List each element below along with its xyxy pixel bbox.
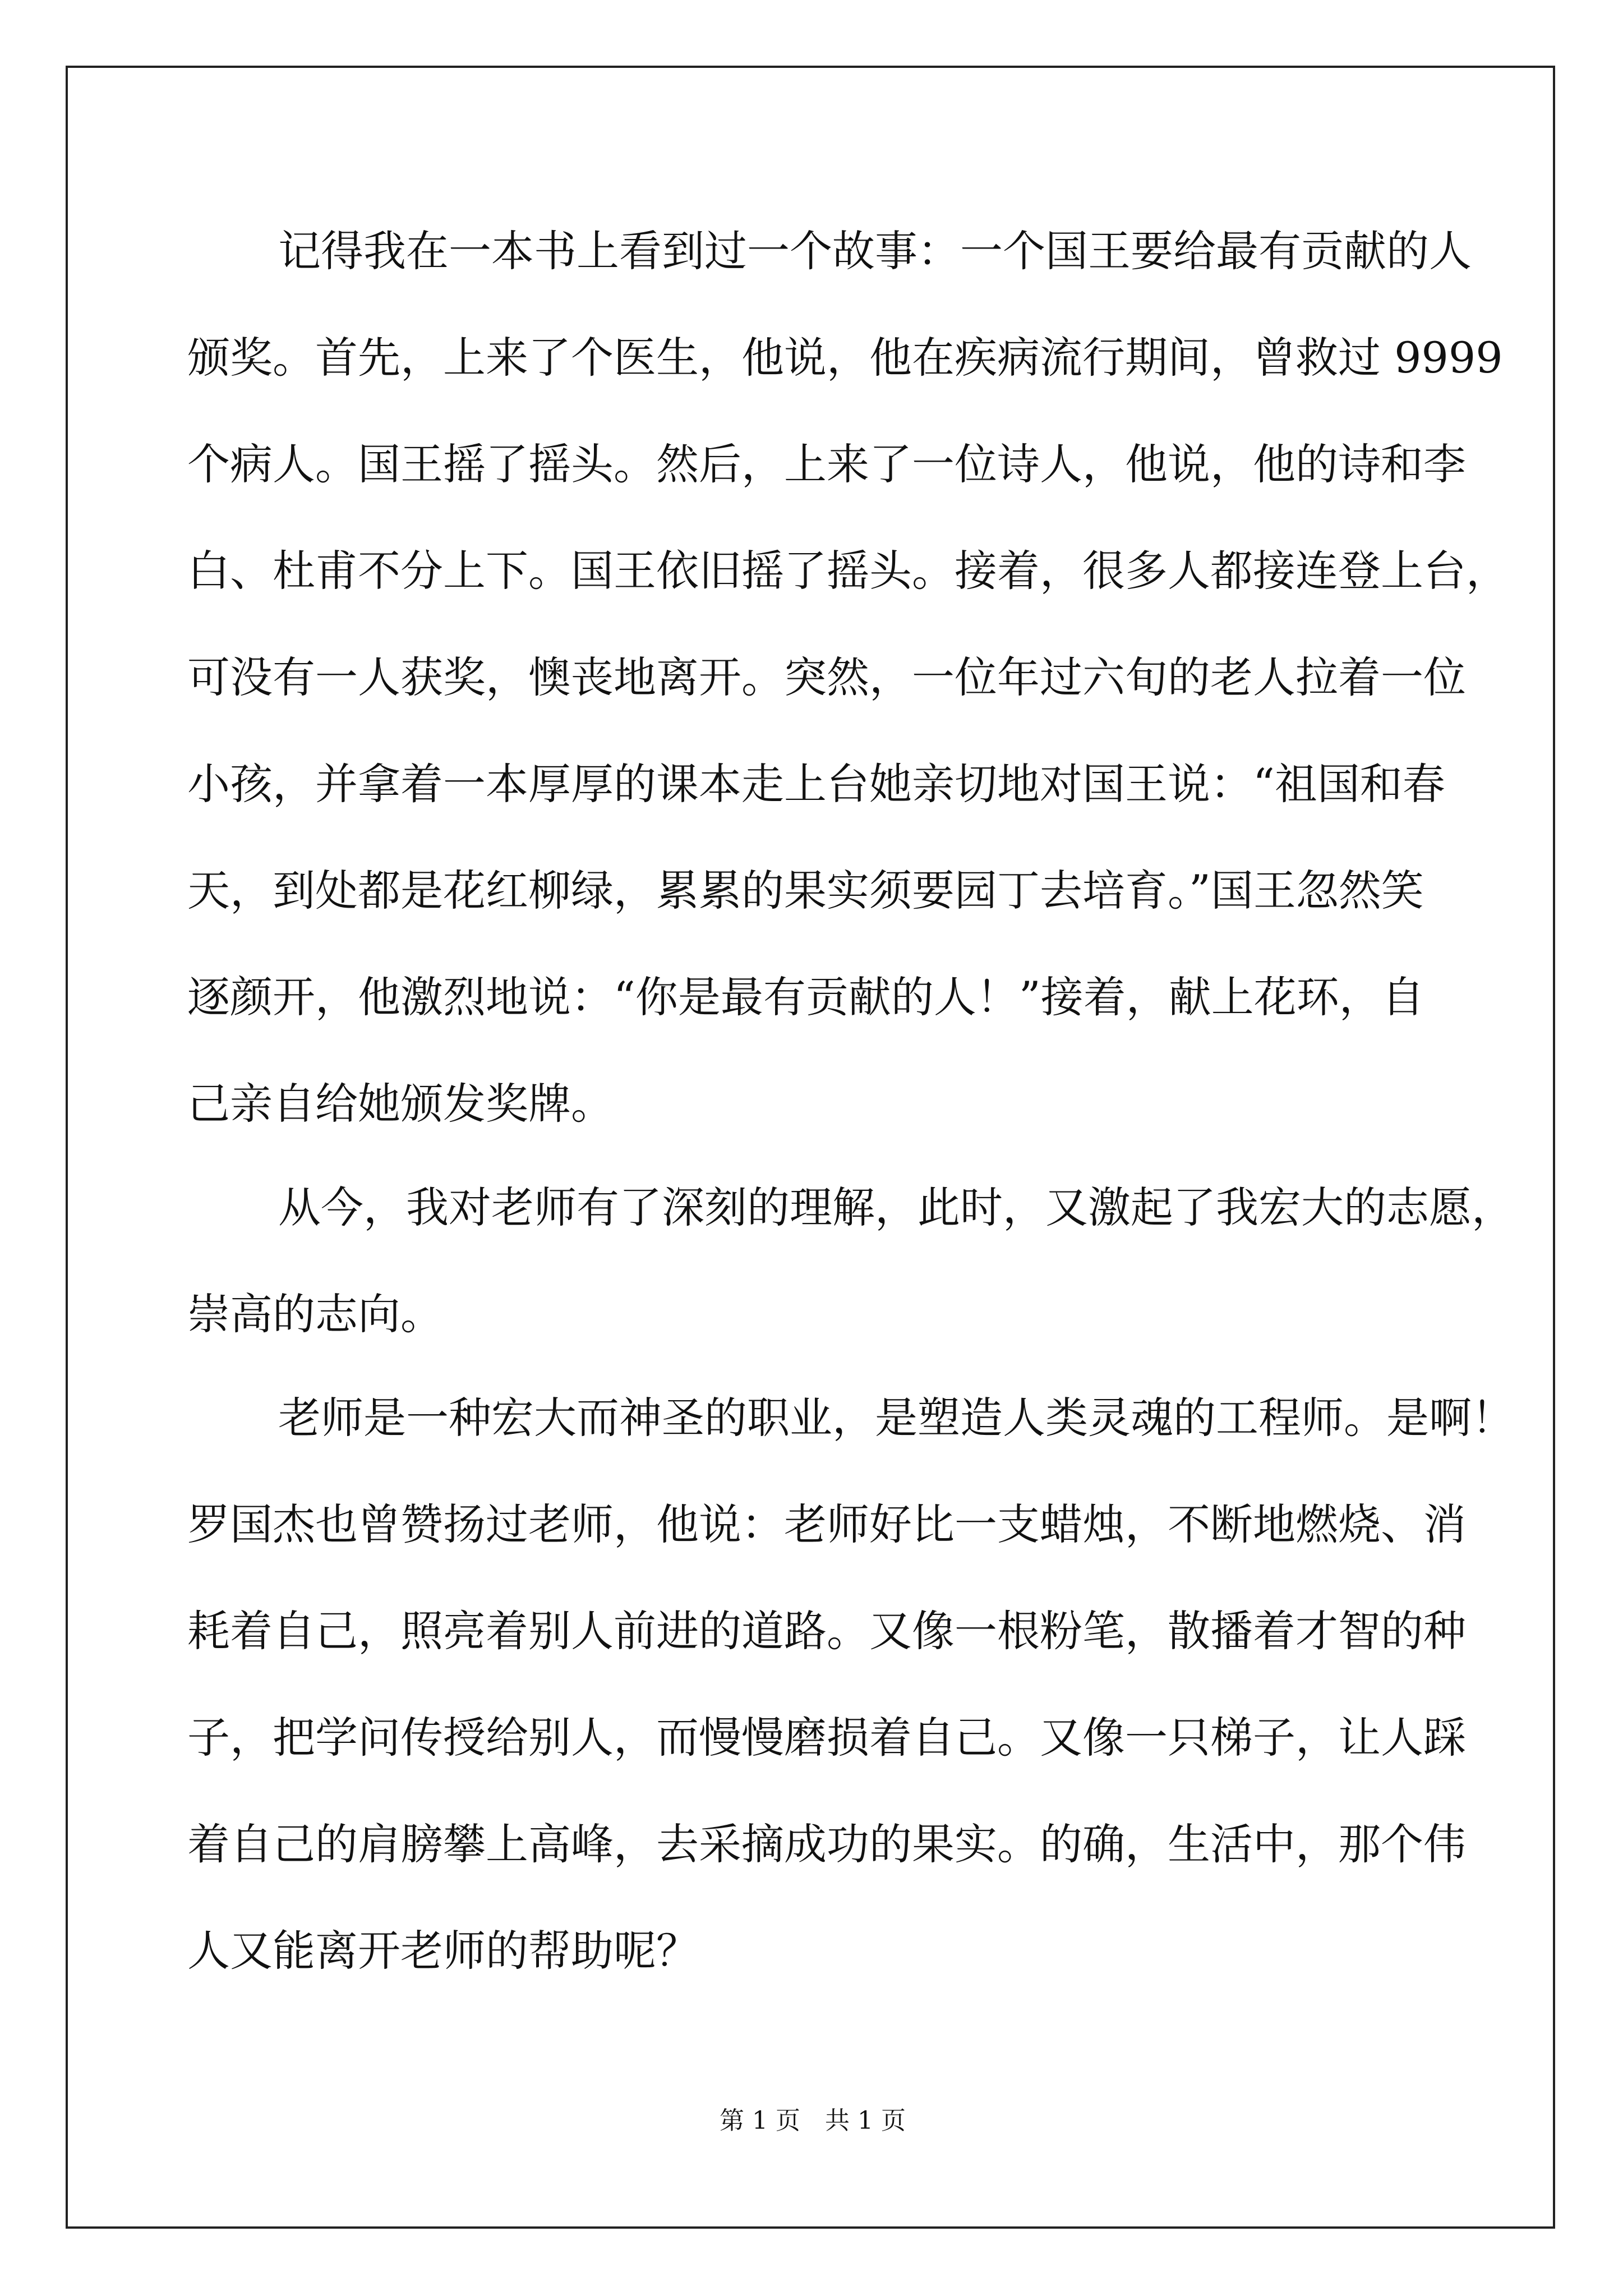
paragraph-3-line-2: 罗国杰也曾赞扬过老师，他说：老师好比一支蜡烛，不断地燃烧、消 [187, 1499, 1466, 1549]
paragraph-2-line-1: 从今，我对老师有了深刻的理解，此时，又激起了我宏大的志愿， [278, 1182, 1514, 1232]
paragraph-3-line-6: 人又能离开老师的帮助呢？ [187, 1926, 699, 1976]
paragraph-1-line-5: 可没有一人获奖，懊丧地离开。突然，一位年过六旬的老人拉着一位 [187, 652, 1466, 702]
paragraph-1-line-9: 己亲自给她颁发奖牌。 [187, 1079, 614, 1129]
page-footer: 第 1 页 共 1 页 [720, 2106, 906, 2135]
paragraph-3-line-1: 老师是一种宏大而神圣的职业，是塑造人类灵魂的工程师。是啊！ [278, 1393, 1514, 1443]
paragraph-1-line-4: 白、杜甫不分上下。国王依旧摇了摇头。接着，很多人都接连登上台， [187, 546, 1509, 596]
paragraph-2-line-2: 崇高的志向。 [187, 1289, 443, 1339]
paragraph-1-line-8: 逐颜开，他激烈地说：“你是最有贡献的人！”接着，献上花环，自 [187, 972, 1424, 1022]
paragraph-1-line-2: 颁奖。首先，上来了个医生，他说，他在疾病流行期间，曾救过 9999 [187, 333, 1503, 383]
paragraph-1-line-1: 记得我在一本书上看到过一个故事：一个国王要给最有贡献的人 [278, 226, 1472, 276]
paragraph-1-line-3: 个病人。国王摇了摇头。然后，上来了一位诗人，他说，他的诗和李 [187, 439, 1466, 489]
paragraph-1-line-7: 天，到处都是花红柳绿，累累的果实须要园丁去培育。”国王忽然笑 [187, 866, 1424, 915]
page-frame [66, 66, 1555, 2229]
paragraph-1-line-6: 小孩，并拿着一本厚厚的课本走上台她亲切地对国王说：“祖国和春 [187, 759, 1445, 809]
paragraph-3-line-4: 子，把学问传授给别人，而慢慢磨损着自己。又像一只梯子，让人踩 [187, 1713, 1466, 1763]
paragraph-3-line-5: 着自己的肩膀攀上高峰，去采摘成功的果实。的确，生活中，那个伟 [187, 1819, 1466, 1869]
paragraph-3-line-3: 耗着自己，照亮着别人前进的道路。又像一根粉笔，散播着才智的种 [187, 1606, 1466, 1656]
